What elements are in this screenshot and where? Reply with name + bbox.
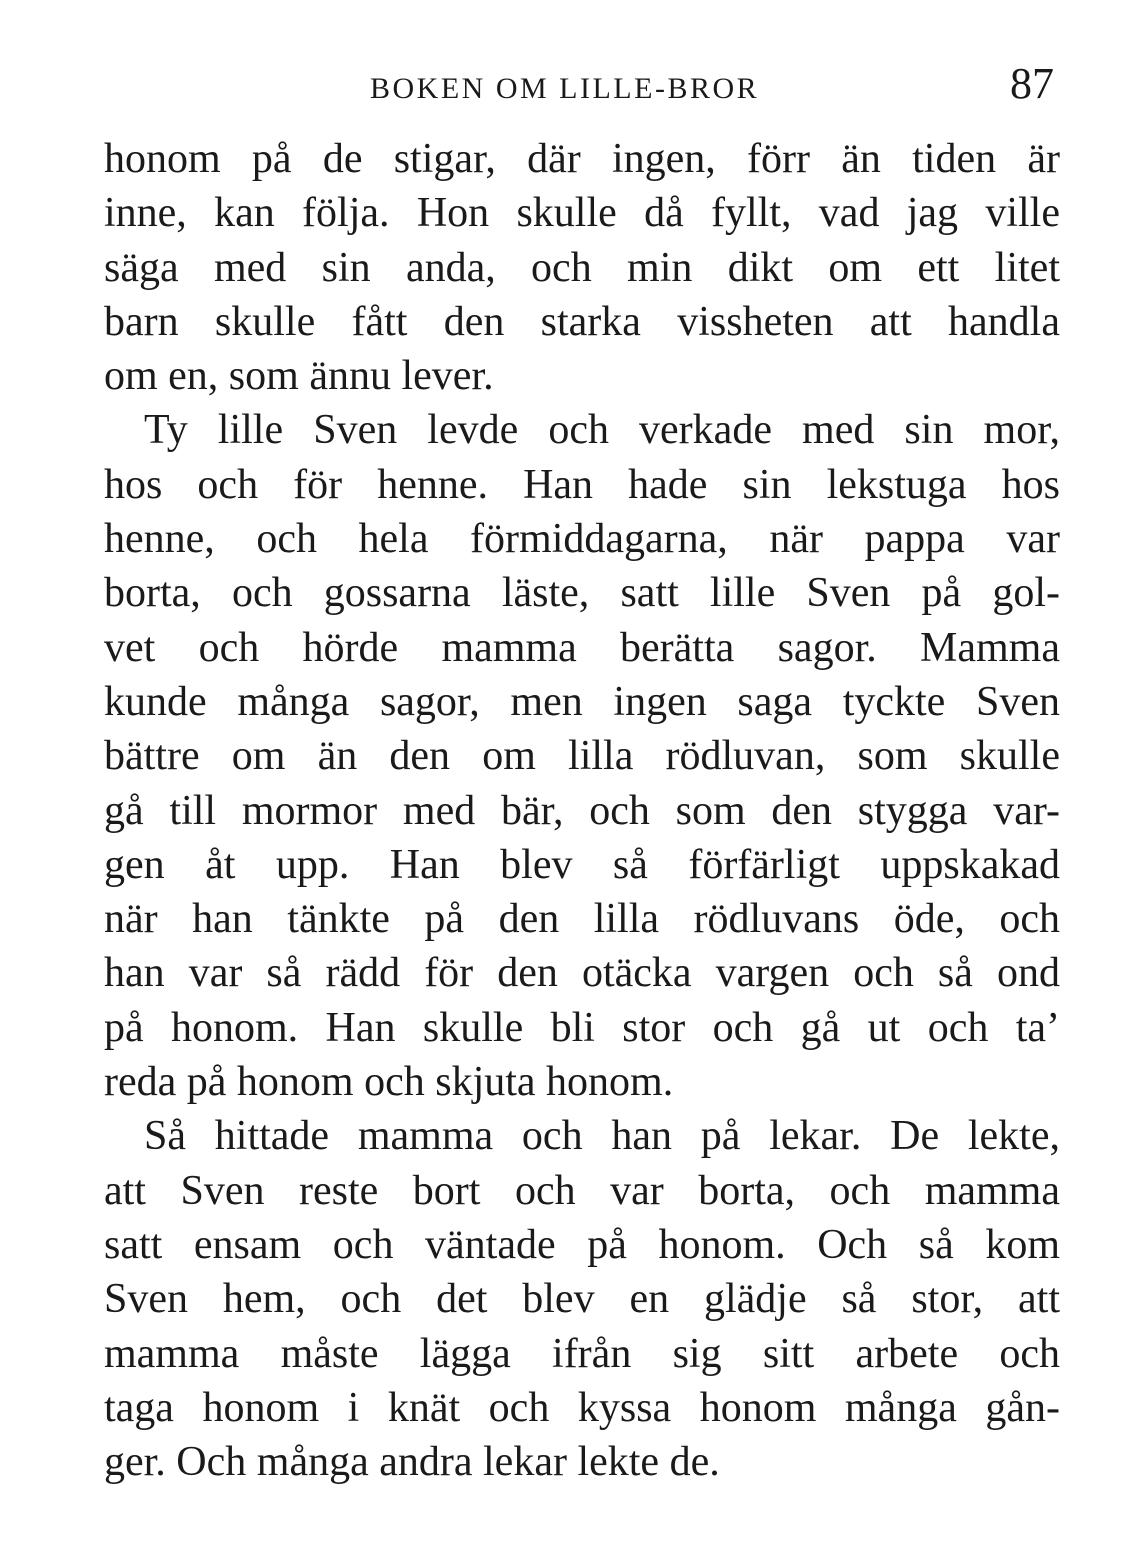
text-line: inne, kan följa. Hon skulle då fyllt, vad jag ville bbox=[104, 190, 1060, 237]
text-line: taga honom i knät och kyssa honom många gån- bbox=[104, 1384, 1060, 1431]
text-line: barn skulle fått den starka vissheten att handla bbox=[104, 298, 1060, 345]
text-line: på honom. Han skulle bli stor och gå ut och ta’ bbox=[104, 1004, 1060, 1051]
text-line: om en, som ännu lever. bbox=[104, 353, 494, 400]
text-line: han var så rädd för den otäcka vargen och så ond bbox=[104, 950, 1060, 997]
page-number: 87 bbox=[1010, 59, 1054, 108]
text-line: mamma måste lägga ifrån sig sitt arbete och bbox=[104, 1330, 1060, 1377]
text-line: ger. Och många andra lekar lekte de. bbox=[104, 1439, 720, 1486]
text-line: borta, och gossarna läste, satt lille Sven på gol- bbox=[104, 570, 1060, 617]
text-line: Ty lille Sven levde och verkade med sin mor, bbox=[144, 407, 1060, 454]
text-line: bättre om än den om lilla rödluvan, som skulle bbox=[104, 733, 1060, 780]
text-line: reda på honom och skjuta honom. bbox=[104, 1059, 674, 1106]
text-line: satt ensam och väntade på honom. Och så kom bbox=[104, 1221, 1060, 1268]
text-line: vet och hörde mamma berätta sagor. Mamma bbox=[104, 624, 1060, 671]
text-line: Sven hem, och det blev en glädje så stor, att bbox=[104, 1276, 1060, 1323]
text-line: att Sven reste bort och var borta, och mamma bbox=[104, 1167, 1060, 1214]
text-line: gå till mormor med bär, och som den stygga var- bbox=[104, 787, 1060, 834]
text-line: kunde många sagor, men ingen saga tyckte Sven bbox=[104, 678, 1060, 725]
body-text bbox=[104, 132, 1060, 1489]
text-line: Så hittade mamma och han på lekar. De lekte, bbox=[144, 1113, 1060, 1160]
text-line: när han tänkte på den lilla rödluvans öde, och bbox=[104, 896, 1060, 943]
text-line: honom på de stigar, där ingen, förr än tiden är bbox=[104, 136, 1060, 182]
text-line: henne, och hela förmiddagarna, när pappa var bbox=[104, 516, 1060, 563]
running-title: BOKEN OM LILLE-BROR bbox=[370, 72, 760, 105]
text-line: säga med sin anda, och min dikt om ett litet bbox=[104, 244, 1060, 291]
text-line: hos och för henne. Han hade sin lekstuga hos bbox=[104, 461, 1060, 508]
text-line: gen åt upp. Han blev så förfärligt uppskakad bbox=[104, 841, 1060, 888]
